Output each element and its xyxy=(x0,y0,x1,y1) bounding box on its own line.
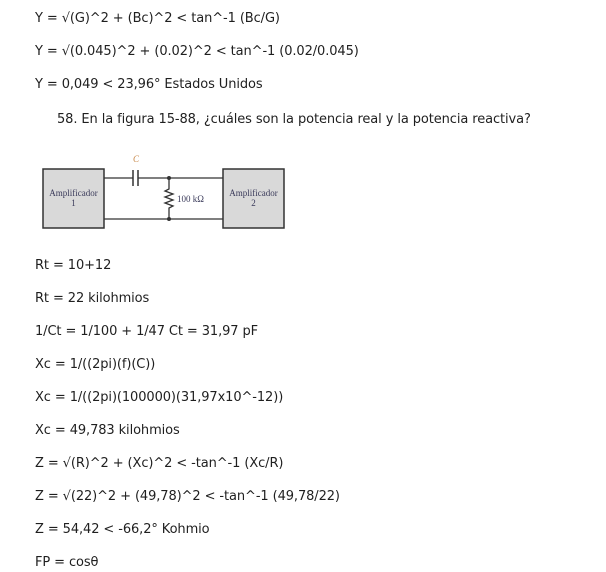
equation-z-formula: Z = √(R)^2 + (Xc)^2 < -tan^-1 (Xc/R) xyxy=(35,456,284,471)
equation-rt-result: Rt = 22 kilohmios xyxy=(35,291,150,306)
circuit-figure xyxy=(34,150,294,232)
equation-power-factor: FP = cosθ xyxy=(35,555,99,570)
equation-ct: 1/Ct = 1/100 + 1/47 Ct = 31,97 pF xyxy=(35,324,259,339)
resistor-label: 100 kΩ xyxy=(177,194,204,204)
equation-xc-result: Xc = 49,783 kilohmios xyxy=(35,423,180,438)
equation-admittance-substituted: Y = √(0.045)^2 + (0.02)^2 < tan^-1 (0.02/0.045) xyxy=(35,44,359,59)
amplifier-2-label: Amplificador xyxy=(229,188,278,198)
amplifier-1-number: 1 xyxy=(71,198,76,208)
amplifier-1-label: Amplificador xyxy=(49,188,98,198)
capacitor-label: C xyxy=(132,154,140,164)
amplifier-2-number: 2 xyxy=(251,198,256,208)
equation-rt-sum: Rt = 10+12 xyxy=(35,258,112,273)
equation-z-result: Z = 54,42 < -66,2° Kohmio xyxy=(35,522,210,537)
equation-admittance-formula: Y = √(G)^2 + (Bc)^2 < tan^-1 (Bc/G) xyxy=(35,11,280,26)
equation-xc-formula: Xc = 1/((2pi)(f)(C)) xyxy=(35,357,156,372)
equation-z-substituted: Z = √(22)^2 + (49,78)^2 < -tan^-1 (49,78/22) xyxy=(35,489,340,504)
equation-xc-substituted: Xc = 1/((2pi)(100000)(31,97x10^-12)) xyxy=(35,390,284,405)
question-58: 58. En la figura 15-88, ¿cuáles son la potencia real y la potencia reactiva? xyxy=(57,112,531,127)
equation-admittance-result: Y = 0,049 < 23,96° Estados Unidos xyxy=(35,77,263,92)
resistor xyxy=(165,178,173,219)
